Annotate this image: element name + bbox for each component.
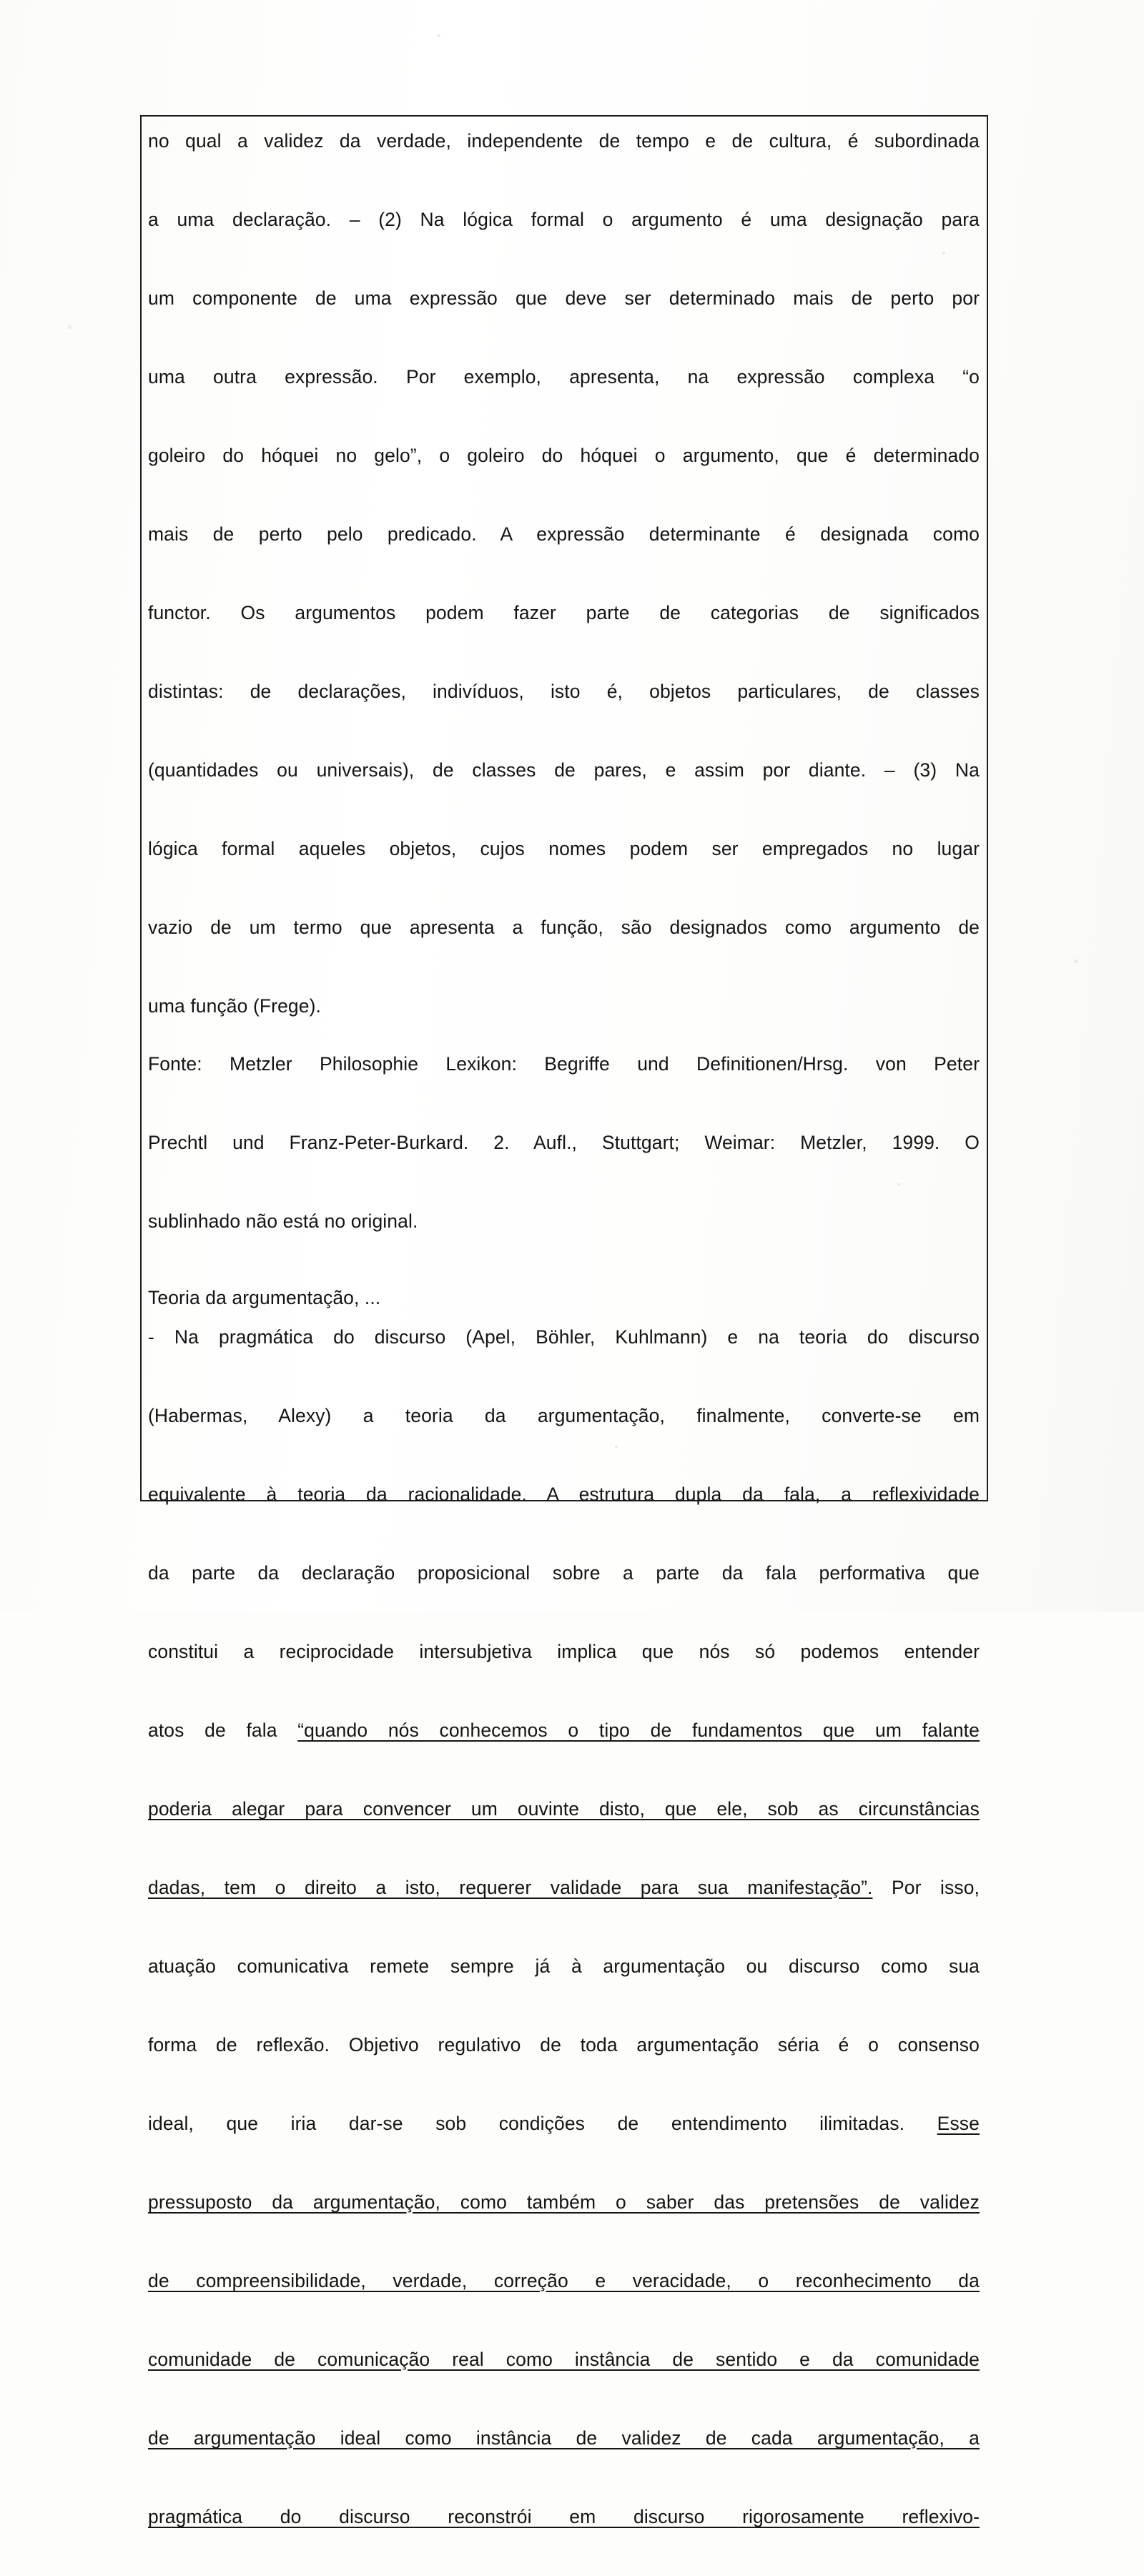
text-run-plain: atos de fala: [148, 1719, 298, 1741]
text-line: (Habermas, Alexy) a teoria da argumentação, finalmente, converte-se em: [148, 1405, 980, 1426]
text-line: vazio de um termo que apresenta a função, são designados como argumento de: [148, 917, 980, 938]
text-line: um componente de uma expressão que deve ser determinado mais de perto por: [148, 287, 980, 309]
text-line-underlined: pressuposto da argumentação, como também o saber das pretensões de validez: [148, 2191, 980, 2213]
paragraph-spacer: [148, 1241, 980, 1278]
text-line: lógica formal aqueles objetos, cujos nomes podem ser empregados no lugar: [148, 838, 980, 859]
text-line: da parte da declaração proposicional sobre a parte da fala performativa que: [148, 1562, 980, 1584]
text-line: constitui a reciprocidade intersubjetiva implica que nós só podemos entender: [148, 1641, 980, 1662]
text-line-underlined: comunidade de comunicação real como instância de sentido e da comunidade: [148, 2349, 980, 2370]
text-line: goleiro do hóquei no gelo”, o goleiro do hóquei o argumento, que é determinado: [148, 445, 980, 466]
text-run-underlined: dadas, tem o direito a isto, requerer validade para sua manifestação”.: [148, 1877, 873, 1898]
text-run-plain: ideal, que iria dar-se sob condições de entendimento ilimitadas.: [148, 2113, 937, 2134]
text-line: uma outra expressão. Por exemplo, apresenta, na expressão complexa “o: [148, 366, 980, 388]
text-run-underlined: “quando nós conhecemos o tipo de fundamentos que um falante: [297, 1719, 980, 1741]
paragraph-definition-continuation: [148, 122, 980, 1026]
text-line-mixed: [148, 1868, 980, 1947]
text-line: (quantidades ou universais), de classes de pares, e assim por diante. – (3) Na: [148, 759, 980, 781]
text-line: functor. Os argumentos podem fazer parte de categorias de significados: [148, 602, 980, 623]
heading-teoria-da-argumentacao: [148, 1278, 980, 1318]
text-line: uma função (Frege).: [148, 995, 321, 1017]
text-line: equivalente à teoria da racionalidade. A estrutura dupla da fala, a reflexividade: [148, 1484, 980, 1505]
scan-artifact: [1074, 959, 1078, 963]
section-heading: Teoria da argumentação, ...: [148, 1287, 381, 1308]
text-line: Fonte: Metzler Philosophie Lexikon: Begriffe und Definitionen/Hrsg. von Peter: [148, 1053, 980, 1075]
text-line: sublinhado não está no original.: [148, 1210, 418, 1232]
text-line-mixed: [148, 1711, 980, 1790]
text-line: forma de reflexão. Objetivo regulativo de toda argumentação séria é o consenso: [148, 2034, 980, 2056]
text-line: atuação comunicativa remete sempre já à argumentação ou discurso como sua: [148, 1955, 980, 1977]
paragraph-spacer: [148, 1026, 980, 1045]
scan-artifact: [438, 34, 440, 37]
paragraph-argumentation-theory: [148, 1318, 980, 2576]
document-text-body: [148, 122, 980, 2527]
text-line-underlined: de compreensibilidade, verdade, correção e veracidade, o reconhecimento da: [148, 2270, 980, 2291]
text-line: no qual a validez da verdade, independente de tempo e de cultura, é subordinada: [148, 130, 980, 152]
text-line: mais de perto pelo predicado. A expressão determinante é designada como: [148, 523, 980, 545]
text-line-underlined: poderia alegar para convencer um ouvinte disto, que ele, sob as circunstâncias: [148, 1798, 980, 1820]
text-line: distintas: de declarações, indivíduos, isto é, objetos particulares, de classes: [148, 681, 980, 702]
text-line-mixed: [148, 2104, 980, 2183]
text-line: - Na pragmática do discurso (Apel, Böhler, Kuhlmann) e na teoria do discurso: [148, 1326, 980, 1348]
paragraph-source-citation: [148, 1045, 980, 1241]
text-line: Prechtl und Franz-Peter-Burkard. 2. Aufl., Stuttgart; Weimar: Metzler, 1999. O: [148, 1132, 980, 1153]
text-line-underlined: de argumentação ideal como instância de validez de cada argumentação, a: [148, 2427, 980, 2449]
text-run-plain: Por isso,: [872, 1877, 980, 1898]
text-line-underlined: pragmática do discurso reconstrói em discurso rigorosamente reflexivo-: [148, 2506, 980, 2527]
scan-artifact: [68, 325, 72, 329]
text-run-underlined: Esse: [937, 2113, 980, 2134]
text-line: a uma declaração. – (2) Na lógica formal o argumento é uma designação para: [148, 209, 980, 230]
